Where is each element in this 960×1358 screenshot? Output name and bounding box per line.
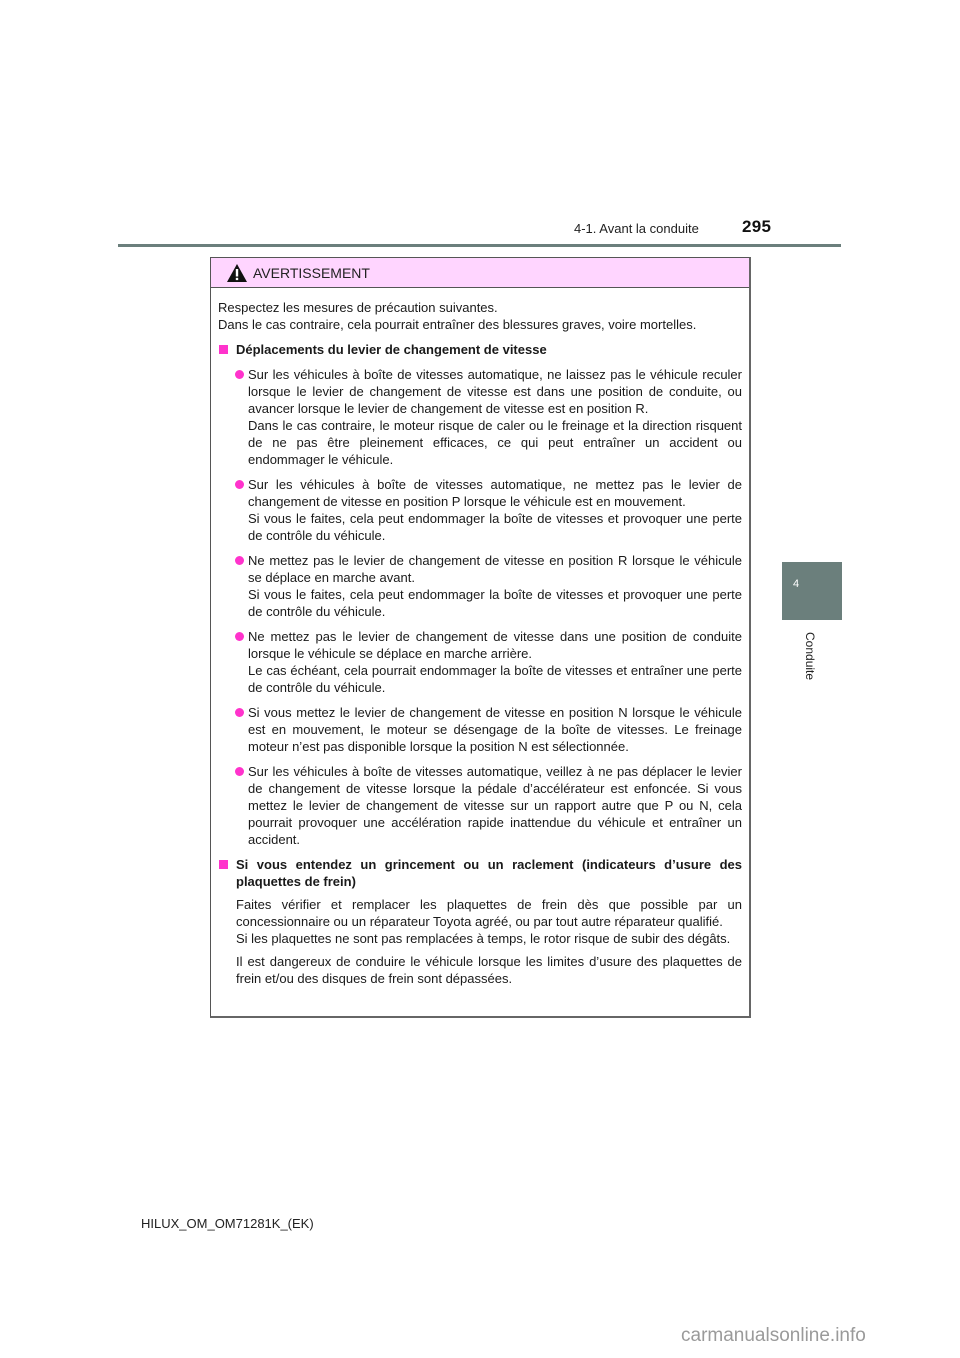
intro-line: Dans le cas contraire, cela pourrait entraîner des blessures graves, voire mortelles. — [218, 317, 697, 332]
warning-box — [210, 257, 751, 1018]
chapter-number: 4 — [793, 578, 800, 590]
warning-body — [211, 288, 749, 987]
section-heading: Déplacements du levier de changement de vitesse — [218, 341, 742, 358]
warning-title: AVERTISSEMENT — [253, 265, 370, 281]
list-item: Sur les véhicules à boîte de vitesses automatique, ne laissez pas le véhicule reculer lorsque le levier de changement de vitesse est dans une position de conduite, ou avancer lorsque le levier de changement de vitesse est en position R. Dans le cas contraire, le moteur risque de caler ou le freinage et la direction risquent de ne pas être pleinement efficaces, ce qui peut entraîner un accident ou endommager le véhicule. — [218, 366, 742, 468]
section-shift-lever — [218, 341, 742, 848]
intro-line: Respectez les mesures de précaution suivantes. — [218, 300, 498, 315]
list-item: Ne mettez pas le levier de changement de vitesse en position R lorsque le véhicule se déplace en marche avant. Si vous le faites, cela peut endommager la boîte de vitesses et provoquer une perte de contrôle du véhicule. — [218, 552, 742, 620]
circle-bullet-icon — [235, 632, 244, 641]
warning-header — [211, 258, 749, 288]
paragraph: Faites vérifier et remplacer les plaquettes de frein dès que possible par un concessionnaire ou un réparateur Toyota agréé, ou par tout autre réparateur qualifié. Si les plaquettes ne sont pas remplacées à temps, le rotor risque de subir des dégâts. — [236, 897, 742, 946]
paragraph: Il est dangereux de conduire le véhicule lorsque les limites d’usure des plaquettes de frein et/ou des disques de frein sont dépassées. — [236, 954, 742, 986]
circle-bullet-icon — [235, 370, 244, 379]
circle-bullet-icon — [235, 480, 244, 489]
section-title: 4-1. Avant la conduite — [574, 221, 699, 236]
watermark-link[interactable]: carmanualsonline.info — [681, 1325, 866, 1346]
chapter-tab[interactable] — [782, 562, 842, 620]
list-item: Si vous mettez le levier de changement de vitesse en position N lorsque le véhicule est en mouvement, le moteur se désengage de la boîte de vitesses. Le freinage moteur n’est pas disponible lorsque la position N est sélectionnée. — [218, 704, 742, 755]
document-code: HILUX_OM_OM71281K_(EK) — [141, 1216, 314, 1231]
list-item: Sur les véhicules à boîte de vitesses automatique, veillez à ne pas déplacer le levier de changement de vitesse lorsque la pédale d’accélérateur est enfoncée. Si vous mettez le levier de changement de vitesse sur un rapport autre que P ou N, cela pourrait provoquer une accélération rapide inattendue du véhicule et entraîner un accident. — [218, 763, 742, 848]
section-heading: Si vous entendez un grincement ou un raclement (indicateurs d’usure des plaquettes de frein) — [218, 856, 742, 890]
chapter-label: Conduite — [803, 632, 817, 681]
warning-intro — [218, 299, 742, 333]
circle-bullet-icon — [235, 708, 244, 717]
square-bullet-icon — [219, 345, 228, 354]
warning-triangle-icon — [227, 264, 247, 282]
list-item: Ne mettez pas le levier de changement de vitesse dans une position de conduite lorsque le véhicule se déplace en marche arrière. Le cas échéant, cela pourrait endommager la boîte de vitesses et entraîner une perte de contrôle du véhicule. — [218, 628, 742, 696]
circle-bullet-icon — [235, 556, 244, 565]
page-number: 295 — [742, 217, 772, 236]
circle-bullet-icon — [235, 767, 244, 776]
header-divider — [118, 244, 841, 247]
section-brake-pads — [218, 856, 742, 987]
square-bullet-icon — [219, 860, 228, 869]
list-item: Sur les véhicules à boîte de vitesses automatique, ne mettez pas le levier de changement de vitesse en position P lorsque le véhicule est en mouvement. Si vous le faites, cela peut endommager la boîte de vitesses et provoquer une perte de contrôle du véhicule. — [218, 476, 742, 544]
